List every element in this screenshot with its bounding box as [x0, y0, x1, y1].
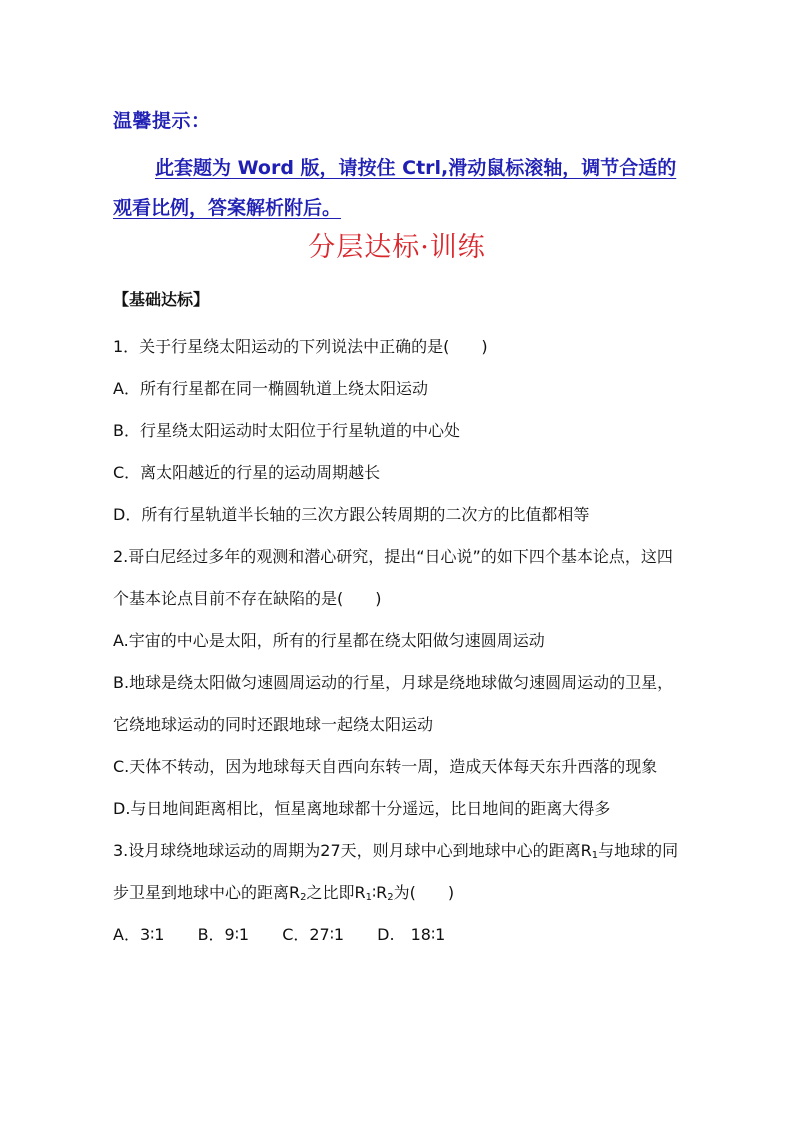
q3-sub4: 2: [387, 892, 394, 903]
tip-title: 温馨提示：: [113, 110, 211, 132]
q3-stem-part1: 3.设月球绕地球运动的周期为27天，则月球中心到地球中心的距离R: [113, 841, 592, 860]
q3-options: [113, 914, 688, 956]
q3-sub3: 1: [365, 892, 372, 903]
document-title: 分层达标·训练: [308, 232, 486, 263]
q3-sub1: 1: [591, 850, 599, 861]
q3-stem-part2: 与地球的同步卫星到地球中心的距离R: [113, 841, 679, 902]
q1-option-a: A．所有行星都在同一椭圆轨道上绕太阳运动: [113, 379, 428, 398]
q3-stem: [113, 830, 688, 914]
q3-stem-part4: ∶R: [372, 883, 388, 902]
q1-option-d: D．所有行星轨道半长轴的三次方跟公转周期的二次方的比值都相等: [113, 505, 590, 524]
q1-option-b: B．行星绕太阳运动时太阳位于行星轨道的中心处: [113, 421, 460, 440]
q3-stem-part3: 之比即R: [306, 883, 366, 902]
q3-option-c: C．27∶1: [282, 925, 345, 944]
q3-sub2: 2: [300, 892, 307, 903]
q3-option-a: A．3∶1: [113, 925, 165, 944]
exercise-content: [113, 286, 688, 956]
q2-stem: 2.哥白尼经过多年的观测和潜心研究，提出“日心说”的如下四个基本论点，这四个基本论点目前不存在缺陷的是( ): [113, 547, 673, 608]
q1-stem: 1．关于行星绕太阳运动的下列说法中正确的是( ): [113, 337, 488, 356]
q2-option-a: A.宇宙的中心是太阳，所有的行星都在绕太阳做匀速圆周运动: [113, 631, 545, 650]
q1-option-c: C．离太阳越近的行星的运动周期越长: [113, 463, 381, 482]
q2-option-d: D.与日地间距离相比，恒星离地球都十分遥远，比日地间的距离大得多: [113, 799, 611, 818]
tip-body: 此套题为 Word 版，请按住 Ctrl,滑动鼠标滚轴，调节合适的观看比例，答案解析附后。: [113, 157, 677, 219]
q3-option-b: B．9∶1: [197, 925, 250, 944]
section-heading: 【基础达标】: [113, 290, 210, 309]
q3-option-d: D. 18∶1: [377, 925, 446, 944]
q2-option-c: C.天体不转动，因为地球每天自西向东转一周，造成天体每天东升西落的现象: [113, 757, 658, 776]
q3-stem-part5: 为( ): [393, 883, 455, 902]
q2-option-b: B.地球是绕太阳做匀速圆周运动的行星，月球是绕地球做匀速圆周运动的卫星，它绕地球运动的同时还跟地球一起绕太阳运动: [113, 673, 674, 734]
